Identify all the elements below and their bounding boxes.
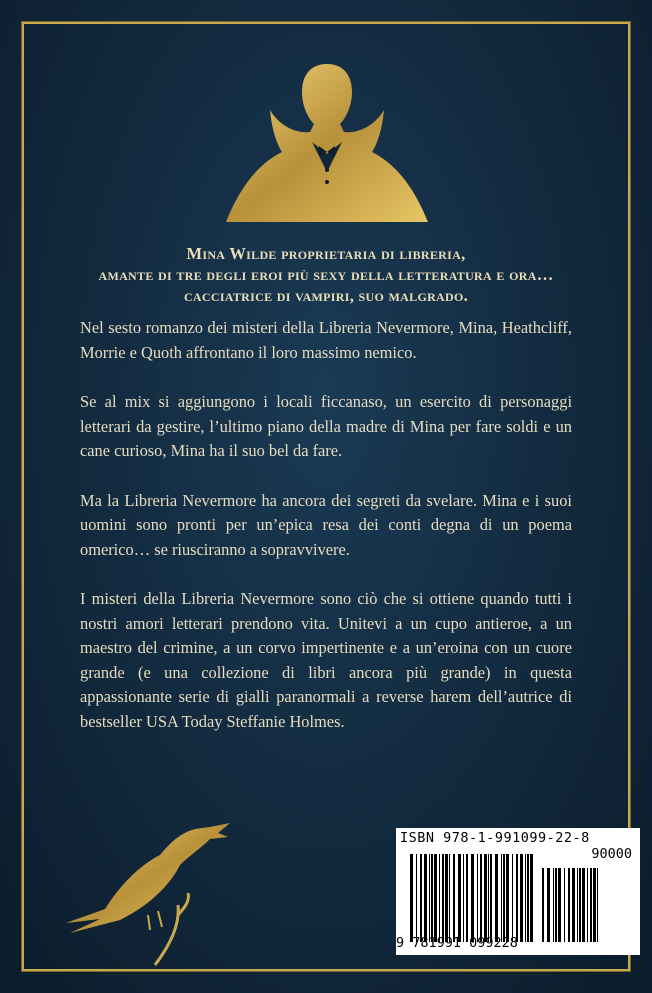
tagline-line: amante di tre degli eroi più sexy della letteratura e ora…	[98, 265, 554, 284]
blurb	[80, 316, 572, 759]
blurb-paragraph: I misteri della Libreria Nevermore sono ciò che si ottiene quando tutti i nostri amori letterari prendono vita. Unitevi a un cupo antieroe, a un maestro del crimine, a un corvo impertinente e a un’eroina con un cuore grande (e una collezione di libri ancora più grande) in questa appassionante serie di gialli paranormali a reverse harem dell’autrice di bestseller USA Today Steffanie Holmes.	[80, 589, 572, 731]
price-code: 90000	[591, 846, 632, 862]
isbn-label: ISBN 978-1-991099-22-8	[400, 830, 590, 846]
tagline-line: Mina Wilde proprietaria di libreria,	[186, 244, 466, 263]
tagline	[60, 243, 592, 306]
isbn-barcode	[396, 828, 640, 955]
vampire-silhouette-icon	[222, 62, 432, 224]
tagline-line: cacciatrice di vampiri, suo malgrado.	[183, 286, 469, 305]
barcode-digits: 9 781991 099228	[396, 935, 518, 951]
barcode-bars	[410, 854, 534, 942]
raven-icon	[60, 815, 235, 970]
addon-barcode-bars	[542, 868, 602, 942]
blurb-paragraph: Se al mix si aggiungono i locali ficcanaso, un esercito di personaggi letterari da gestire, l’ultimo piano della madre di Mina per fare soldi e un cane curioso, Mina ha il suo bel da fare.	[80, 392, 572, 460]
blurb-paragraph: Nel sesto romanzo dei misteri della Libreria Nevermore, Mina, Heathcliff, Morrie e Quoth affrontano il loro massimo nemico.	[80, 318, 572, 362]
blurb-paragraph: Ma la Libreria Nevermore ha ancora dei segreti da svelare. Mina e i suoi uomini sono pronti per un’epica resa dei conti degna di un poema omerico… se riusciranno a sopravvivere.	[80, 490, 572, 559]
